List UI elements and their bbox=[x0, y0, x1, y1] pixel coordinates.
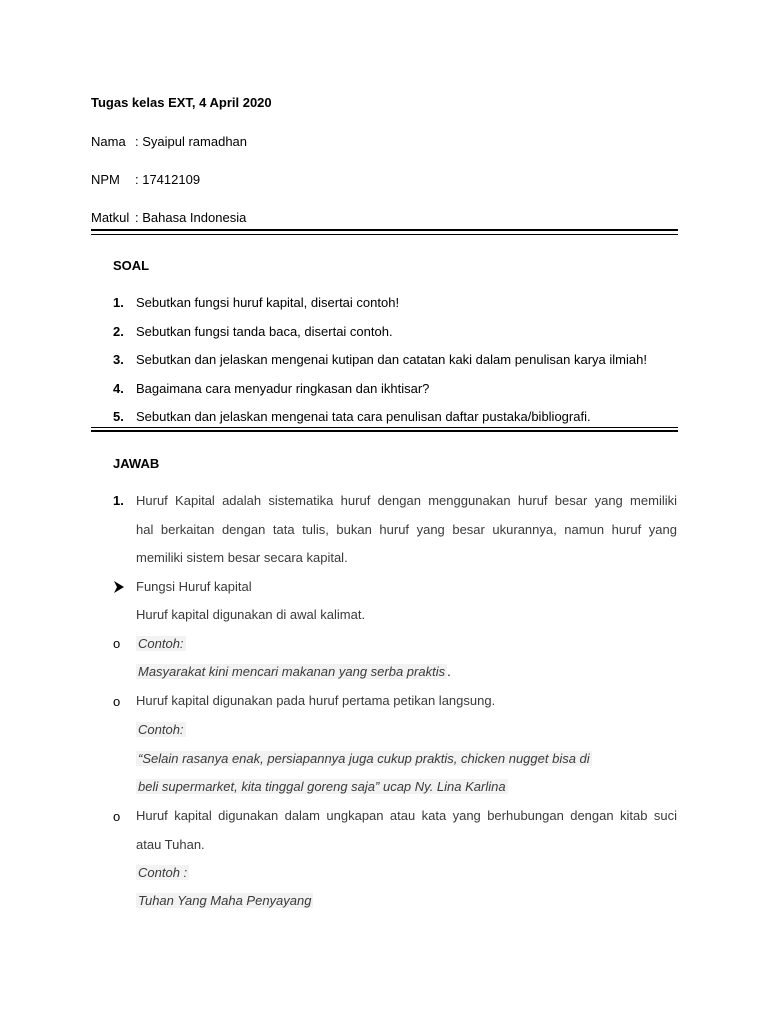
bullet-circle-icon: o bbox=[113, 694, 121, 709]
soal-heading: SOAL bbox=[113, 258, 150, 273]
header-divider-thick bbox=[91, 229, 678, 231]
soal-divider-thick bbox=[91, 430, 678, 432]
contoh-example-text: beli supermarket, kita tinggal goreng saja” ucap Ny. Lina Karlina bbox=[138, 779, 506, 794]
contoh-label-text: Contoh: bbox=[138, 636, 184, 651]
bullet-text: atau Tuhan. bbox=[136, 837, 205, 852]
soal-item: Sebutkan dan jelaskan mengenai tata cara penulisan daftar pustaka/bibliografi. bbox=[136, 409, 591, 424]
bullet-text: Huruf kapital digunakan dalam ungkapan atau kata yang berhubungan dengan kitab suci bbox=[136, 808, 677, 823]
contoh-label bbox=[136, 722, 186, 737]
contoh-example bbox=[136, 664, 451, 679]
contoh-example bbox=[136, 751, 592, 766]
jawab-paragraph-line: hal berkaitan dengan tata tulis, bukan huruf yang besar ukurannya, namun huruf yang bbox=[136, 522, 677, 537]
arrow-bullet-icon bbox=[112, 580, 126, 594]
soal-number: 2. bbox=[113, 324, 124, 339]
document-title: Tugas kelas EXT, 4 April 2020 bbox=[91, 95, 272, 110]
npm-label: NPM bbox=[91, 172, 120, 187]
contoh-example bbox=[136, 893, 313, 908]
matkul-label: Matkul bbox=[91, 210, 130, 225]
contoh-label-text: Contoh: bbox=[138, 722, 184, 737]
contoh-label bbox=[136, 865, 189, 880]
contoh-label-text: Contoh : bbox=[138, 865, 188, 880]
soal-item: Sebutkan dan jelaskan mengenai kutipan dan catatan kaki dalam penulisan karya ilmiah! bbox=[136, 352, 647, 367]
jawab-paragraph-line: memiliki sistem besar secara kapital. bbox=[136, 550, 348, 565]
soal-number: 4. bbox=[113, 381, 124, 396]
contoh-example-text: “Selain rasanya enak, persiapannya juga cukup praktis, chicken nugget bisa di bbox=[138, 751, 590, 766]
fungsi-line: Huruf kapital digunakan di awal kalimat. bbox=[136, 607, 366, 622]
soal-number: 1. bbox=[113, 295, 124, 310]
contoh-example bbox=[136, 779, 508, 794]
soal-item: Sebutkan fungsi tanda baca, disertai contoh. bbox=[136, 324, 393, 339]
contoh-example-text: Tuhan Yang Maha Penyayang bbox=[138, 893, 312, 908]
bullet-circle-icon: o bbox=[113, 636, 121, 651]
soal-number: 5. bbox=[113, 409, 124, 424]
contoh-label bbox=[136, 636, 186, 651]
soal-item: Bagaimana cara menyadur ringkasan dan ikhtisar? bbox=[136, 381, 430, 396]
contoh-example-text: Masyarakat kini mencari makanan yang serba praktis bbox=[138, 664, 446, 679]
jawab-heading: JAWAB bbox=[113, 456, 160, 471]
soal-item: Sebutkan fungsi huruf kapital, disertai contoh! bbox=[136, 295, 400, 310]
jawab-paragraph-line: Huruf Kapital adalah sistematika huruf dengan menggunakan huruf besar yang memiliki bbox=[136, 493, 677, 508]
contoh-example-end: . bbox=[447, 664, 451, 679]
matkul-value: : Bahasa Indonesia bbox=[135, 210, 247, 225]
fungsi-heading: Fungsi Huruf kapital bbox=[136, 579, 252, 594]
bullet-text: Huruf kapital digunakan pada huruf pertama petikan langsung. bbox=[136, 693, 496, 708]
bullet-circle-icon: o bbox=[113, 809, 121, 824]
nama-label: Nama bbox=[91, 134, 126, 149]
header-divider-thin bbox=[91, 234, 678, 235]
soal-number: 3. bbox=[113, 352, 124, 367]
soal-divider-thin bbox=[91, 427, 678, 428]
nama-value: : Syaipul ramadhan bbox=[135, 134, 248, 149]
npm-value: : 17412109 bbox=[135, 172, 201, 187]
jawab-number: 1. bbox=[113, 493, 124, 508]
